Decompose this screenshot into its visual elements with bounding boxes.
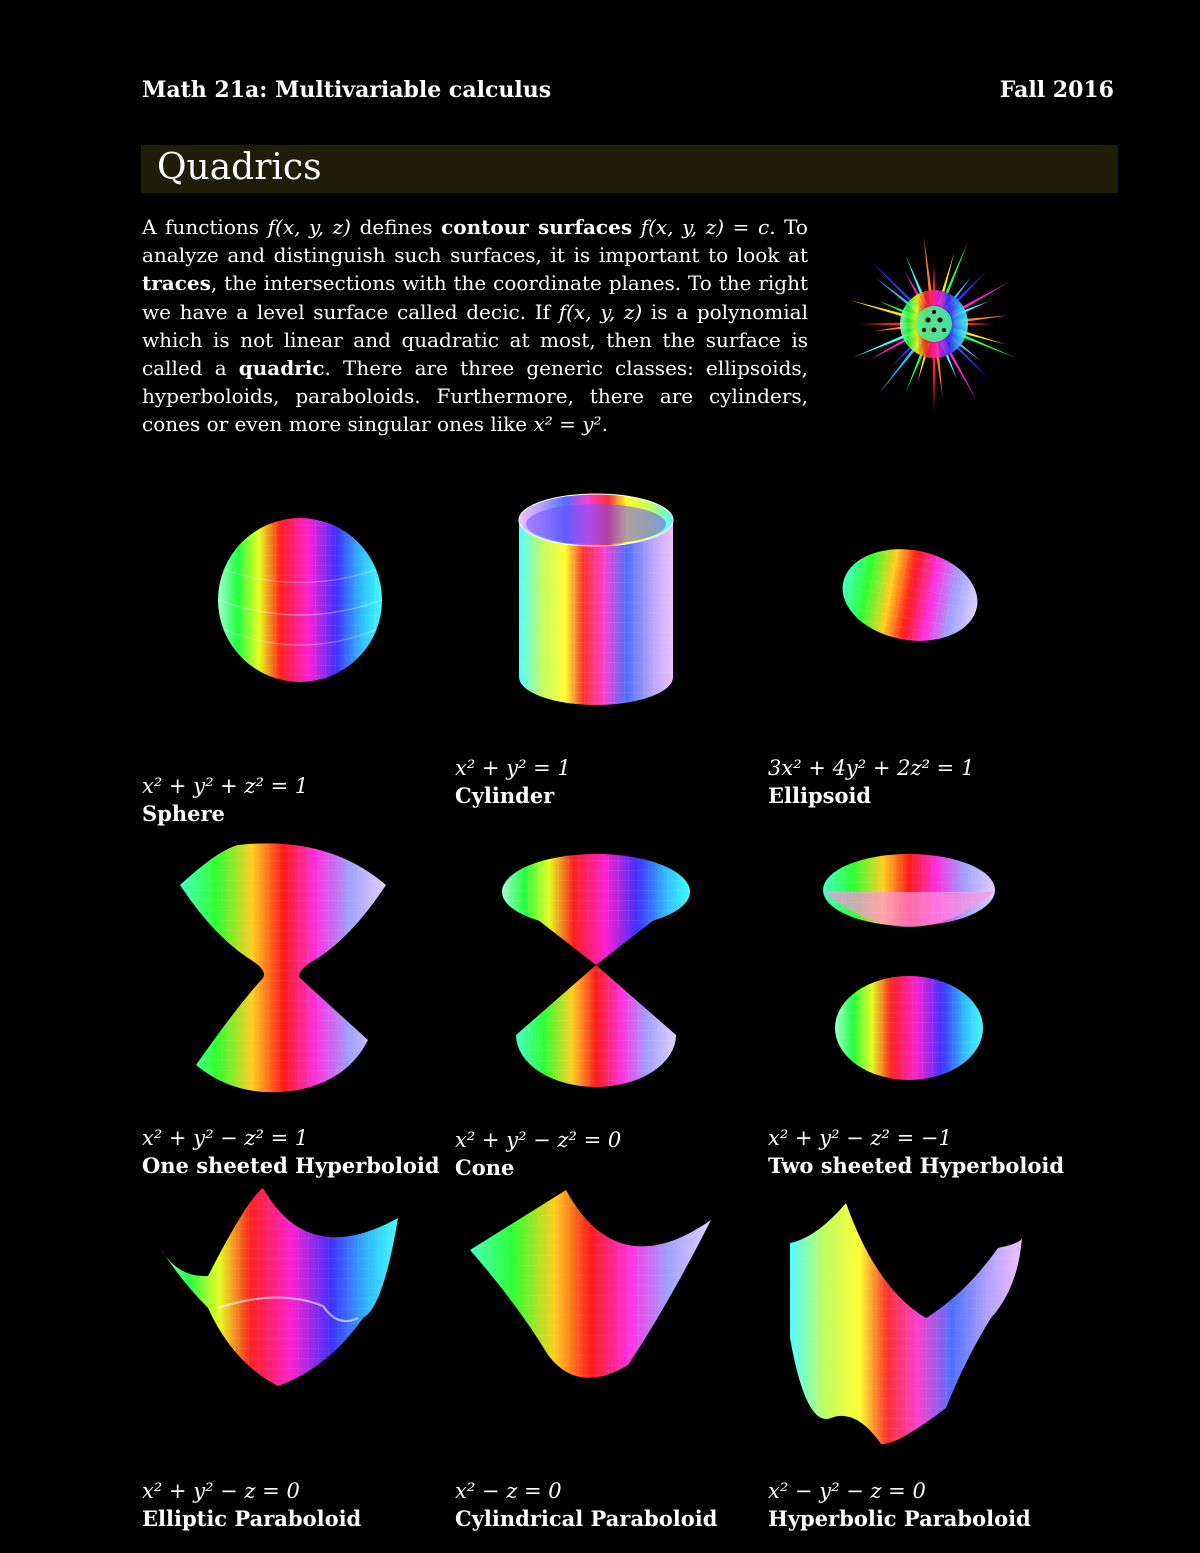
intro-formula: f(x, y, z)	[558, 299, 643, 324]
intro-formula: x² = y²	[533, 412, 602, 437]
intro-paragraph	[142, 213, 808, 439]
decic-surface-icon	[838, 228, 1030, 420]
surface-name: Cylinder	[455, 783, 555, 808]
elliptic-paraboloid-icon	[158, 1188, 400, 1388]
surface-caption	[455, 1477, 717, 1533]
surface-equation: x² + y² − z² = −1	[768, 1126, 952, 1150]
hyperboloid-two-sheet-icon	[822, 852, 997, 1092]
intro-text: is a polynomial which is not linear and quadratic at most, then the surface is called a	[142, 299, 808, 381]
ellipsoid-icon	[840, 548, 980, 643]
term-label: Fall 2016	[999, 77, 1114, 103]
hyperbolic-paraboloid-icon	[786, 1198, 1024, 1446]
surface-equation: x² + y² − z = 0	[142, 1479, 300, 1503]
surface-caption	[768, 1477, 1031, 1533]
surface-caption	[142, 772, 308, 828]
cone-icon	[498, 850, 694, 1090]
intro-formula: f(x, y, z) = c	[632, 215, 770, 239]
cylindrical-paraboloid-icon	[468, 1185, 713, 1385]
intro-text: defines	[350, 215, 442, 239]
surface-name: One sheeted Hyperboloid	[142, 1153, 440, 1178]
surface-caption	[455, 754, 571, 810]
intro-term: quadric	[238, 356, 325, 381]
intro-text: , the intersections with the coordinate planes. To the right we have a level surface called decic. If	[142, 271, 808, 324]
surface-name: Cone	[455, 1155, 515, 1180]
intro-term: contour surfaces	[441, 215, 633, 239]
hyperboloid-one-sheet-icon	[178, 840, 388, 1100]
intro-formula: f(x, y, z)	[267, 215, 351, 239]
surface-name: Hyperbolic Paraboloid	[768, 1506, 1031, 1531]
surface-caption	[142, 1124, 440, 1180]
page-header	[142, 77, 1114, 107]
surface-equation: x² − y² − z = 0	[768, 1479, 926, 1503]
surface-name: Cylindrical Paraboloid	[455, 1506, 718, 1531]
cylinder-icon	[514, 492, 679, 708]
course-title: Math 21a: Multivariable calculus	[142, 77, 552, 103]
surface-equation: x² + y² − z² = 1	[142, 1126, 309, 1150]
surface-caption	[768, 754, 974, 810]
surface-caption	[455, 1126, 621, 1182]
surface-name: Two sheeted Hyperboloid	[768, 1153, 1065, 1178]
surface-name: Sphere	[142, 801, 225, 826]
intro-text: .	[601, 412, 608, 437]
page-title: Quadrics	[157, 147, 322, 188]
surface-name: Ellipsoid	[768, 783, 872, 808]
surface-name: Elliptic Paraboloid	[142, 1506, 362, 1531]
sphere-icon	[215, 515, 385, 685]
surface-caption	[768, 1124, 1064, 1180]
surface-equation: x² + y² + z² = 1	[142, 774, 309, 798]
surface-equation: x² + y² − z² = 0	[455, 1128, 622, 1152]
surface-equation: x² + y² = 1	[455, 756, 571, 780]
surface-equation: 3x² + 4y² + 2z² = 1	[768, 756, 975, 780]
intro-text: . There are three generic classes: ellipsoids, hyperboloids, paraboloids. Furthermore, there are cylinders, cones or even more singular ones like	[142, 356, 809, 437]
intro-text: A functions	[142, 215, 268, 239]
section-title-bar	[141, 145, 1118, 193]
intro-text: . To analyze and distinguish such surfaces, it is important to look at	[142, 215, 808, 268]
surface-equation: x² − z = 0	[455, 1479, 562, 1503]
intro-term: traces	[142, 271, 211, 296]
surface-caption	[142, 1477, 361, 1533]
